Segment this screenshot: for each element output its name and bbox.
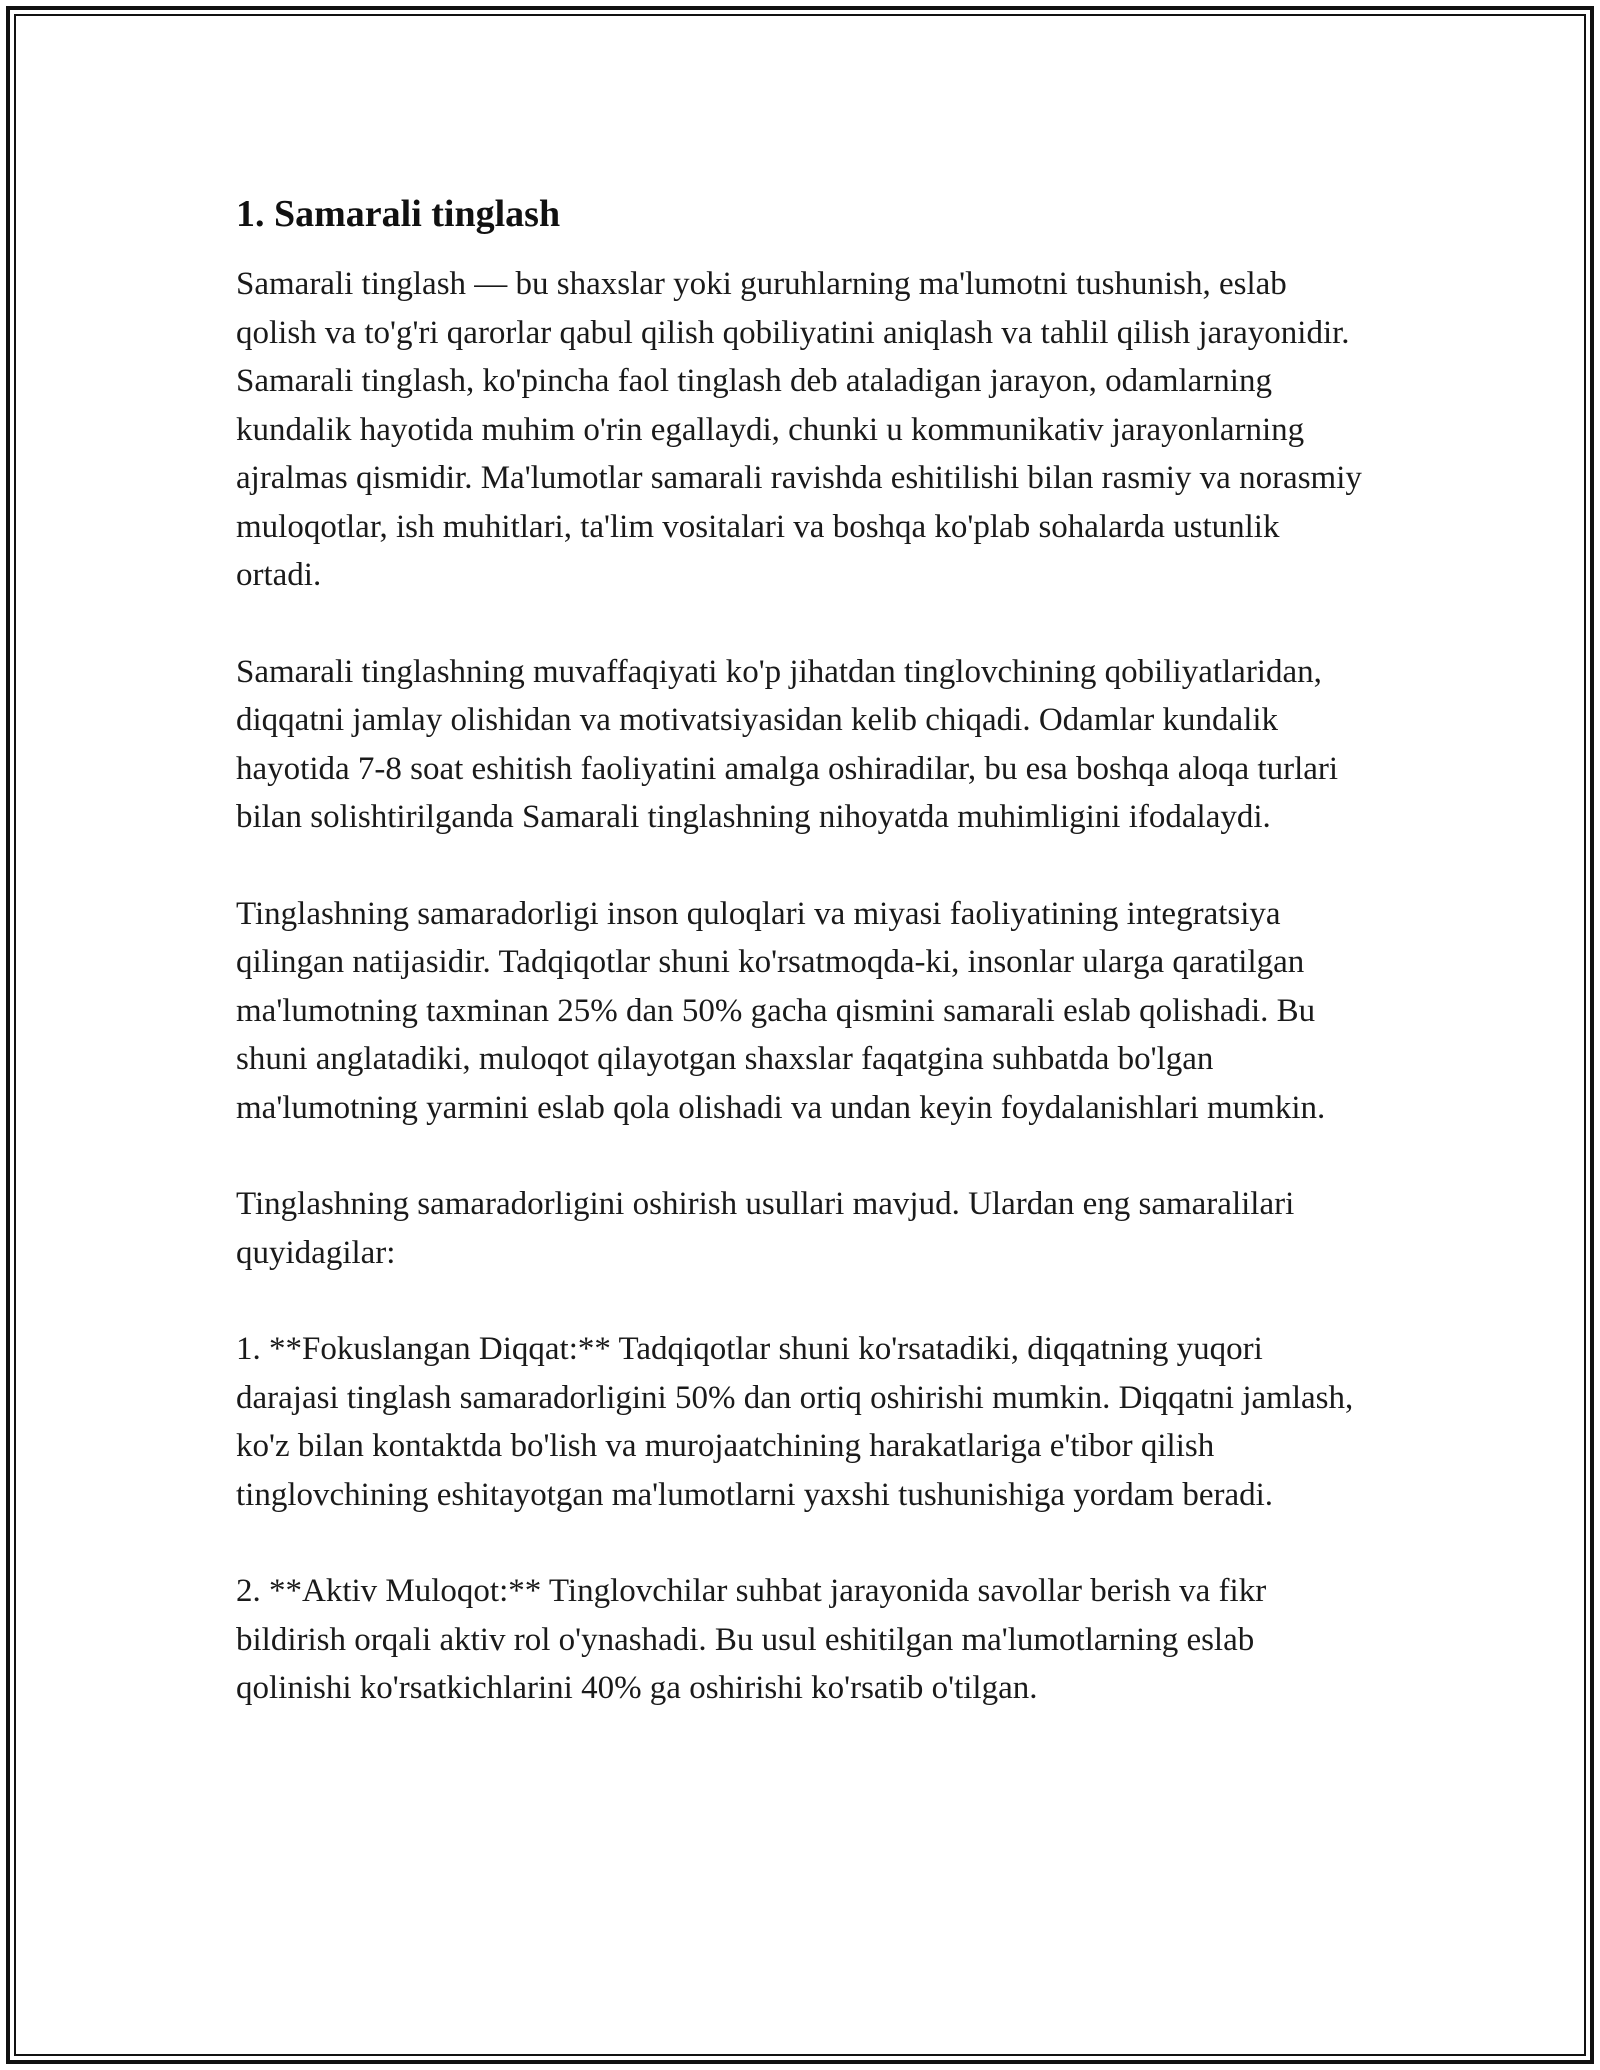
document-body <box>236 186 1366 1713</box>
paragraph-methods-intro: Tinglashning samaradorligini oshirish usullari mavjud. Ulardan eng samaralilari quyidagilar: <box>236 1186 1295 1271</box>
list-item-active-communication: 2. **Aktiv Muloqot:** Tinglovchilar suhbat jarayonida savollar berish va fikr bildirish orqali aktiv rol o'ynashadi. Bu usul eshitilgan ma'lumotlarning eslab qolinishi ko'rsatkichlarini 40% ga oshirishi ko'rsatib o'tilgan. <box>236 1573 1267 1706</box>
section-heading: 1. Samarali tinglash <box>236 193 561 235</box>
paragraph-success-factors: Samarali tinglashning muvaffaqiyati ko'p jihatdan tinglovchining qobiliyatlaridan, diqqatni jamlay olishidan va motivatsiyasidan kelib chiqadi. Odamlar kundalik hayotida 7-8 soat eshitish faoliyatini amalga oshiradilar, bu esa boshqa aloqa turlari bilan solishtirilganda Samarali tinglashning nihoyatda muhimligini ifodalaydi. <box>236 653 1339 835</box>
list-item-focused-attention: 1. **Fokuslangan Diqqat:** Tadqiqotlar shuni ko'rsatadiki, diqqatning yuqori darajasi tinglash samaradorligini 50% dan ortiq oshirishi mumkin. Diqqatni jamlash, ko'z bilan kontaktda bo'lish va murojaatchining harakatlariga e'tibor qilish tinglovchining eshitayotgan ma'lumotlarni yaxshi tushunishiga yordam beradi. <box>236 1331 1354 1513</box>
paragraph-effectiveness: Tinglashning samaradorligi inson quloqlari va miyasi faoliyatining integratsiya qilingan natijasidir. Tadqiqotlar shuni ko'rsatmoqda-ki, insonlar ularga qaratilgan ma'lumotning taxminan 25% dan 50% gacha qismini samarali eslab qolishadi. Bu shuni anglatadiki, muloqot qilayotgan shaxslar faqatgina suhbatda bo'lgan ma'lumotning yarmini eslab qola olishadi va undan keyin foydalanishlari mumkin. <box>236 895 1326 1126</box>
paragraph-definition: Samarali tinglash — bu shaxslar yoki guruhlarning ma'lumotni tushunish, eslab qolish va to'g'ri qarorlar qabul qilish qobiliyatini aniqlash va tahlil qilish jarayonidir. Samarali tinglash, ko'pincha faol tinglash deb ataladigan jarayon, odamlarning kundalik hayotida muhim o'rin egallaydi, chunki u kommunikativ jarayonlarning ajralmas qismidir. Ma'lumotlar samarali ravishda eshitilishi bilan rasmiy va norasmiy muloqotlar, ish muhitlari, ta'lim vositalari va boshqa ko'plab sohalarda ustunlik ortadi. <box>236 266 1362 593</box>
